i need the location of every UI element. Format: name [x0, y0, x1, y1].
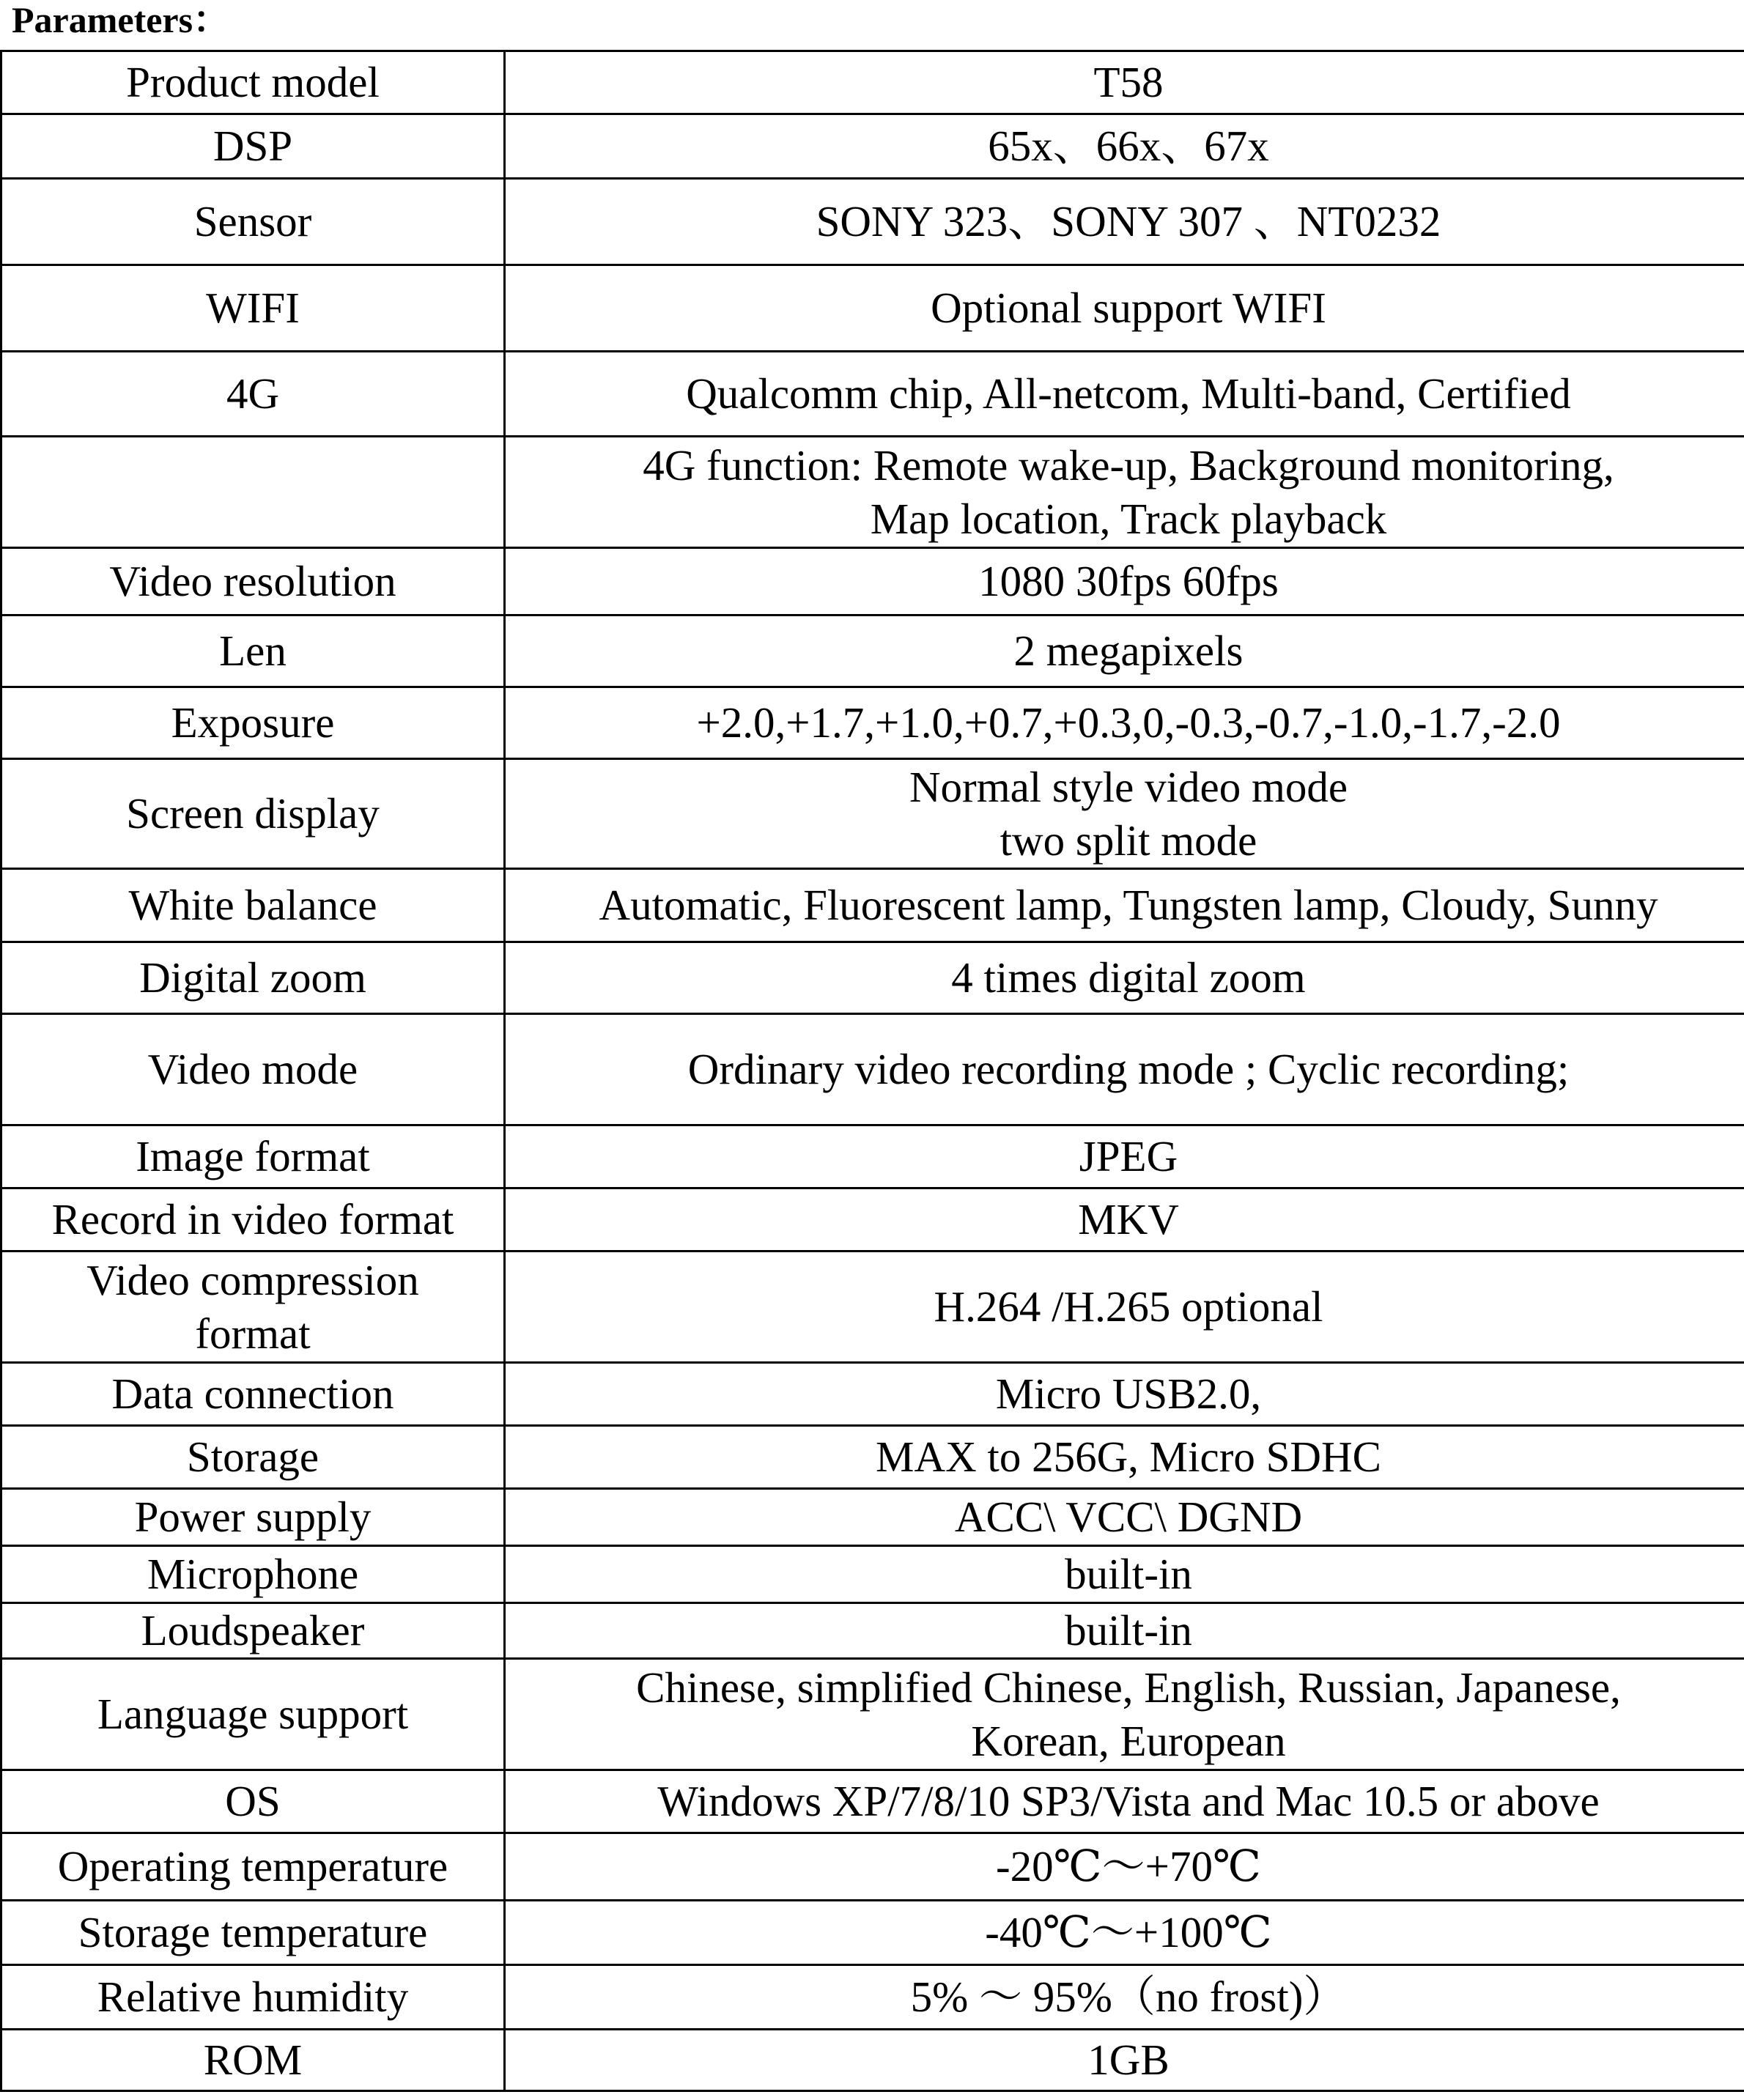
parameter-name-cell [1, 352, 505, 437]
parameter-value-cell [505, 179, 1744, 265]
parameter-name-cell [1, 687, 505, 759]
parameter-name-cell [1, 437, 505, 548]
parameter-value-cell [505, 1426, 1744, 1489]
parameter-name: Screen display [126, 789, 380, 838]
parameter-name: Language support [97, 1690, 409, 1738]
parameter-value-line: ACC\ VCC\ DGND [954, 1493, 1303, 1541]
parameter-value-line: T58 [1093, 58, 1164, 106]
parameter-name: Product model [126, 58, 380, 106]
table-row [1, 437, 1744, 548]
parameter-value-cell [505, 437, 1744, 548]
parameter-value-cell [505, 942, 1744, 1014]
parameter-value-cell [505, 1603, 1744, 1659]
table-row [1, 265, 1744, 352]
parameter-value-line: JPEG [1079, 1132, 1178, 1180]
parameter-value-line: Automatic, Fluorescent lamp, Tungsten lamp, Cloudy, Sunny [599, 881, 1658, 929]
table-row [1, 179, 1744, 265]
parameter-name: Relative humidity [97, 1973, 409, 2021]
parameter-name: 4G [226, 369, 280, 418]
table-row [1, 1546, 1744, 1603]
table-row [1, 1603, 1744, 1659]
parameter-value-line: 4G function: Remote wake-up, Background monitoring, [643, 440, 1614, 489]
parameter-value-line: 2 megapixels [1013, 626, 1244, 675]
table-row [1, 1833, 1744, 1901]
table-row [1, 1363, 1744, 1426]
parameter-name-cell [1, 615, 505, 687]
parameter-value-cell [505, 615, 1744, 687]
table-row [1, 687, 1744, 759]
parameter-name-cell [1, 1770, 505, 1833]
parameter-name-cell [1, 2030, 505, 2091]
parameter-name: Video resolution [109, 557, 396, 605]
parameter-name-cell [1, 1125, 505, 1188]
table-row [1, 1770, 1744, 1833]
parameters-table [0, 50, 1744, 2092]
parameter-value-line: built-in [1065, 1606, 1192, 1655]
table-row [1, 615, 1744, 687]
parameter-value-line: -20℃～+70℃ [996, 1842, 1261, 1890]
parameter-name: Video compression format [86, 1255, 419, 1358]
parameter-name: Video mode [147, 1045, 358, 1093]
parameter-value-cell [505, 114, 1744, 179]
parameter-name-cell [1, 1603, 505, 1659]
parameter-value-cell [505, 687, 1744, 759]
parameter-value-line: Normal style video mode [909, 762, 1348, 811]
table-row [1, 1901, 1744, 1965]
table-row [1, 1426, 1744, 1489]
table-row [1, 1125, 1744, 1188]
parameter-value-line: 5% ～ 95%（no frost)） [910, 1973, 1347, 2021]
parameter-value-cell [505, 1770, 1744, 1833]
parameter-name-cell [1, 1965, 505, 2030]
table-row [1, 759, 1744, 869]
table-row [1, 548, 1744, 615]
parameter-name-cell [1, 1901, 505, 1965]
parameter-name: Len [219, 626, 287, 675]
parameter-value-line: Korean, European [971, 1716, 1286, 1765]
table-row [1, 1252, 1744, 1363]
parameter-name: Operating temperature [57, 1842, 448, 1890]
parameter-value-cell [505, 1965, 1744, 2030]
table-row [1, 1965, 1744, 2030]
parameter-name-cell [1, 179, 505, 265]
parameter-value-line: Micro USB2.0, [995, 1369, 1262, 1418]
parameter-name: Loudspeaker [141, 1606, 365, 1655]
parameter-name: ROM [203, 2036, 303, 2084]
parameter-name-cell [1, 1014, 505, 1125]
parameter-value-cell [505, 352, 1744, 437]
parameter-name-cell [1, 1252, 505, 1363]
parameter-name: Storage temperature [78, 1908, 428, 1956]
parameter-value-line: MKV [1078, 1195, 1179, 1243]
parameter-name: Power supply [134, 1493, 372, 1541]
parameter-value-cell [505, 51, 1744, 114]
parameters-table-body [1, 51, 1744, 2091]
table-row [1, 1659, 1744, 1770]
parameter-value-cell [505, 1546, 1744, 1603]
parameter-value-line: 1GB [1087, 2036, 1170, 2084]
parameter-name: Digital zoom [139, 953, 366, 1002]
parameter-value-cell [505, 1014, 1744, 1125]
parameter-value-cell [505, 1252, 1744, 1363]
parameter-value-line: SONY 323、SONY 307 、NT0232 [816, 197, 1441, 245]
parameter-name: Sensor [193, 197, 312, 245]
parameter-value-line: Ordinary video recording mode ; Cyclic recording; [687, 1045, 1570, 1093]
parameter-name-cell [1, 869, 505, 942]
parameter-name: Storage [186, 1432, 319, 1481]
parameter-value-line: Optional support WIFI [931, 284, 1326, 332]
parameter-name: Microphone [147, 1550, 359, 1598]
parameter-value-cell [505, 1125, 1744, 1188]
parameter-name: White balance [128, 881, 377, 929]
parameter-name: WIFI [206, 284, 300, 332]
table-row [1, 942, 1744, 1014]
table-row [1, 114, 1744, 179]
parameter-value-line: Qualcomm chip, All-netcom, Multi-band, Certified [686, 369, 1571, 418]
parameter-name-cell [1, 1546, 505, 1603]
parameter-name: Image format [136, 1132, 370, 1180]
parameter-name-cell [1, 114, 505, 179]
parameter-value-line: Chinese, simplified Chinese, English, Russian, Japanese, [636, 1663, 1621, 1712]
table-row [1, 352, 1744, 437]
parameter-value-line: MAX to 256G, Micro SDHC [876, 1432, 1381, 1481]
parameter-name: DSP [213, 122, 293, 170]
parameter-value-line: built-in [1065, 1550, 1192, 1598]
table-row [1, 2030, 1744, 2091]
parameter-value-cell [505, 869, 1744, 942]
table-row [1, 51, 1744, 114]
parameter-value-cell [505, 759, 1744, 869]
parameter-value-cell [505, 1489, 1744, 1546]
parameter-value-line: 4 times digital zoom [951, 953, 1306, 1002]
parameter-name-cell [1, 265, 505, 352]
parameter-name-cell [1, 51, 505, 114]
parameter-value-cell [505, 1659, 1744, 1770]
parameter-name-cell [1, 1659, 505, 1770]
parameter-value-line: Windows XP/7/8/10 SP3/Vista and Mac 10.5 or above [657, 1777, 1600, 1825]
table-row [1, 869, 1744, 942]
parameter-name: OS [225, 1777, 281, 1825]
parameter-value-line: two split mode [1000, 816, 1257, 865]
parameter-value-cell [505, 2030, 1744, 2091]
parameter-value-cell [505, 1901, 1744, 1965]
parameter-name: Data connection [111, 1369, 394, 1418]
parameter-name-cell [1, 1833, 505, 1901]
parameter-name-cell [1, 1188, 505, 1252]
parameter-name-cell [1, 759, 505, 869]
table-row [1, 1188, 1744, 1252]
parameter-value-cell [505, 1363, 1744, 1426]
parameter-name-cell [1, 1426, 505, 1489]
parameter-value-cell [505, 1188, 1744, 1252]
parameter-name: Exposure [171, 698, 335, 747]
parameter-value-line: +2.0,+1.7,+1.0,+0.7,+0.3,0,-0.3,-0.7,-1.0,-1.7,-2.0 [696, 698, 1561, 747]
parameter-name-cell [1, 1489, 505, 1546]
parameter-value-line: 65x、66x、67x [988, 122, 1269, 170]
parameter-name: Record in video format [51, 1195, 454, 1243]
parameter-value-line: 1080 30fps 60fps [978, 557, 1279, 605]
parameter-name-cell [1, 942, 505, 1014]
parameter-value-cell [505, 265, 1744, 352]
parameters-heading: Parameters： [12, 0, 230, 40]
table-row [1, 1014, 1744, 1125]
parameter-name-cell [1, 1363, 505, 1426]
table-row [1, 1489, 1744, 1546]
parameter-value-cell [505, 1833, 1744, 1901]
parameter-value-line: H.264 /H.265 optional [934, 1282, 1323, 1331]
parameter-value-cell [505, 548, 1744, 615]
parameter-value-line: Map location, Track playback [870, 494, 1387, 543]
parameter-name-cell [1, 548, 505, 615]
parameter-value-line: -40℃～+100℃ [985, 1908, 1272, 1956]
